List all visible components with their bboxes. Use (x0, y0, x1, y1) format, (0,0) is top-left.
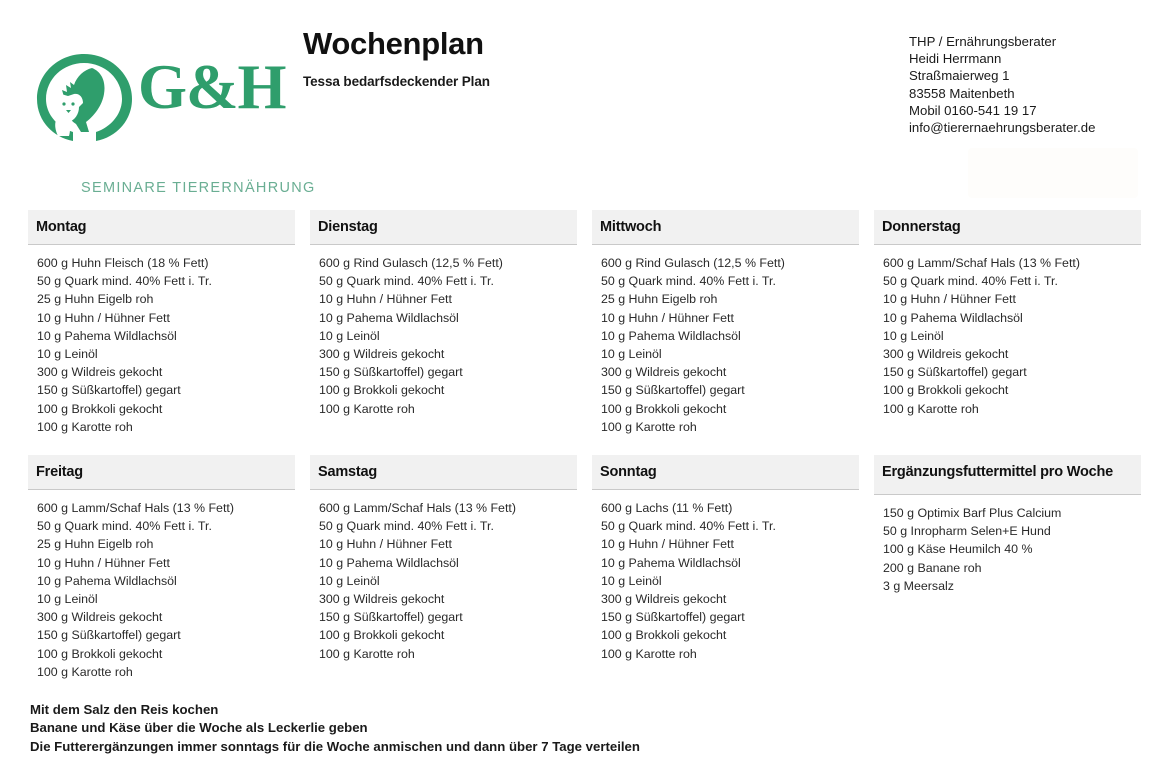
plan-card-title: Samstag (318, 464, 378, 481)
contact-line: THP / Ernährungsberater (909, 34, 1057, 49)
plan-item: 100 g Karotte roh (601, 646, 697, 661)
plan-item: 100 g Brokkoli gekocht (601, 401, 727, 416)
title-block (303, 26, 703, 89)
plan-item-list (592, 245, 859, 436)
brand-logo (34, 52, 316, 196)
plan-card-header (310, 455, 577, 490)
plan-item: 10 g Pahema Wildlachsöl (601, 328, 741, 343)
plan-card (28, 455, 295, 681)
plan-item: 10 g Leinöl (37, 347, 98, 362)
plan-card (310, 210, 577, 436)
plan-item: 50 g Inropharm Selen+E Hund (883, 524, 1051, 539)
plan-card (592, 210, 859, 436)
plan-item: 300 g Wildreis gekocht (883, 347, 1009, 362)
plan-item: 10 g Pahema Wildlachsöl (319, 310, 459, 325)
plan-card-title: Dienstag (318, 219, 378, 235)
plan-item: 50 g Quark mind. 40% Fett i. Tr. (37, 519, 212, 534)
plan-item: 100 g Karotte roh (37, 419, 133, 434)
plan-item: 150 g Süßkartoffel) gegart (319, 610, 463, 625)
plan-card-header (28, 455, 295, 490)
plan-item: 10 g Pahema Wildlachsöl (319, 555, 459, 570)
plan-item: 10 g Huhn / Hühner Fett (883, 292, 1016, 307)
plan-card-header (592, 210, 859, 245)
brand-wordmark: G&H (138, 52, 286, 122)
plan-item: 150 g Süßkartoffel) gegart (883, 365, 1027, 380)
plan-item-list (310, 490, 577, 663)
plan-item: 100 g Brokkoli gekocht (37, 646, 163, 661)
plan-item: 25 g Huhn Eigelb roh (601, 292, 718, 307)
plan-item: 100 g Brokkoli gekocht (319, 383, 445, 398)
plan-item: 10 g Leinöl (601, 347, 662, 362)
plan-item: 50 g Quark mind. 40% Fett i. Tr. (601, 519, 776, 534)
plan-item: 50 g Quark mind. 40% Fett i. Tr. (319, 274, 494, 289)
plan-item: 10 g Pahema Wildlachsöl (883, 310, 1023, 325)
plan-item: 50 g Quark mind. 40% Fett i. Tr. (319, 519, 494, 534)
plan-item: 100 g Brokkoli gekocht (319, 628, 445, 643)
plan-item: 10 g Leinöl (319, 328, 380, 343)
contact-block (909, 33, 1144, 136)
plan-item: 10 g Leinöl (319, 573, 380, 588)
plan-item-list (874, 495, 1141, 595)
plan-item-list (874, 245, 1141, 418)
plan-item: 25 g Huhn Eigelb roh (37, 292, 154, 307)
plan-item: 3 g Meersalz (883, 578, 954, 593)
contact-line: 83558 Maitenbeth (909, 85, 1015, 101)
plan-item: 600 g Lachs (11 % Fett) (601, 501, 733, 516)
plan-item: 10 g Huhn / Hühner Fett (601, 537, 734, 552)
plan-item: 10 g Huhn / Hühner Fett (319, 537, 452, 552)
plan-card-title: Ergänzungsfuttermittel pro Woche (882, 464, 1113, 481)
page-subtitle: Tessa bedarfsdeckender Plan (303, 74, 490, 89)
plan-item: 200 g Banane roh (883, 560, 982, 575)
faint-watermark (968, 148, 1138, 198)
plan-item: 10 g Leinöl (37, 592, 98, 607)
plan-item: 300 g Wildreis gekocht (601, 592, 727, 607)
plan-card-title: Donnerstag (882, 219, 961, 235)
plan-item: 150 g Süßkartoffel) gegart (37, 383, 181, 398)
plan-item: 150 g Süßkartoffel) gegart (37, 628, 181, 643)
plan-card-header (310, 210, 577, 245)
plan-item: 100 g Karotte roh (319, 646, 415, 661)
plan-item: 25 g Huhn Eigelb roh (37, 537, 154, 552)
plan-item: 10 g Leinöl (601, 573, 662, 588)
plan-item: 300 g Wildreis gekocht (319, 347, 445, 362)
plan-item: 10 g Huhn / Hühner Fett (37, 310, 170, 325)
contact-line: Straßmaierweg 1 (909, 68, 1010, 84)
plan-item-list (28, 490, 295, 681)
note-line: Mit dem Salz den Reis kochen (30, 701, 219, 717)
plan-card (874, 210, 1141, 436)
contact-line: info@tierernaehrungsberater.de (909, 120, 1096, 136)
plan-item: 300 g Wildreis gekocht (319, 592, 445, 607)
plan-item: 100 g Karotte roh (319, 401, 415, 416)
plan-item-list (592, 490, 859, 663)
plan-card-header (874, 455, 1141, 495)
plan-item: 600 g Huhn Fleisch (18 % Fett) (37, 256, 209, 270)
plan-item: 10 g Huhn / Hühner Fett (601, 310, 734, 325)
plan-item: 300 g Wildreis gekocht (37, 365, 163, 380)
plan-card (310, 455, 577, 681)
plan-card-title: Sonntag (600, 464, 657, 481)
plan-item-list (28, 245, 295, 436)
plan-item: 600 g Lamm/Schaf Hals (13 % Fett) (319, 501, 516, 516)
plan-item: 10 g Huhn / Hühner Fett (319, 292, 452, 307)
document-header (0, 0, 1168, 196)
brand-tagline: SEMINARE TIERERNÄHRUNG (81, 180, 316, 196)
plan-item: 10 g Pahema Wildlachsöl (37, 328, 177, 343)
plan-card (874, 455, 1141, 681)
plan-card-header (874, 210, 1141, 245)
plan-card-header (28, 210, 295, 245)
plan-item: 150 g Süßkartoffel) gegart (601, 383, 745, 398)
plan-card-title: Mittwoch (600, 219, 662, 235)
weekly-plan-grid (28, 210, 1142, 681)
plan-item: 100 g Karotte roh (37, 664, 133, 679)
plan-card-title: Montag (36, 219, 87, 235)
plan-item: 50 g Quark mind. 40% Fett i. Tr. (601, 274, 776, 289)
plan-item: 10 g Leinöl (883, 328, 944, 343)
plan-item: 600 g Rind Gulasch (12,5 % Fett) (601, 256, 785, 270)
contact-line: Heidi Herrmann (909, 51, 1002, 67)
plan-item: 10 g Pahema Wildlachsöl (37, 573, 177, 588)
plan-item: 150 g Optimix Barf Plus Calcium (883, 506, 1062, 521)
plan-item: 100 g Brokkoli gekocht (883, 383, 1009, 398)
plan-item: 300 g Wildreis gekocht (37, 610, 163, 625)
plan-item: 50 g Quark mind. 40% Fett i. Tr. (37, 274, 212, 289)
plan-card (592, 455, 859, 681)
page-title: Wochenplan (303, 26, 484, 61)
plan-item: 10 g Huhn / Hühner Fett (37, 555, 170, 570)
contact-line: Mobil 0160-541 19 17 (909, 102, 1037, 118)
plan-item: 100 g Brokkoli gekocht (37, 401, 163, 416)
plan-card (28, 210, 295, 436)
plan-item: 100 g Karotte roh (883, 401, 979, 416)
plan-item: 100 g Brokkoli gekocht (601, 628, 727, 643)
plan-item: 150 g Süßkartoffel) gegart (601, 610, 745, 625)
note-line: Banane und Käse über die Woche als Leckerlie geben (30, 720, 368, 735)
plan-item: 150 g Süßkartoffel) gegart (319, 365, 463, 380)
plan-card-header (592, 455, 859, 490)
plan-item: 10 g Pahema Wildlachsöl (601, 555, 741, 570)
plan-item: 300 g Wildreis gekocht (601, 365, 727, 380)
horse-dog-cat-circle-logo-icon (34, 52, 136, 144)
plan-item: 600 g Lamm/Schaf Hals (13 % Fett) (37, 501, 234, 516)
plan-item: 600 g Rind Gulasch (12,5 % Fett) (319, 256, 503, 270)
plan-item: 50 g Quark mind. 40% Fett i. Tr. (883, 274, 1058, 289)
plan-item: 100 g Käse Heumilch 40 % (883, 542, 1033, 557)
note-line: Die Futterergänzungen immer sonntags für die Woche anmischen und dann über 7 Tage verteilen (30, 738, 640, 754)
plan-card-title: Freitag (36, 464, 83, 481)
plan-item: 600 g Lamm/Schaf Hals (13 % Fett) (883, 256, 1080, 270)
plan-item-list (310, 245, 577, 418)
footer-notes (30, 701, 1030, 757)
plan-item: 100 g Karotte roh (601, 419, 697, 434)
